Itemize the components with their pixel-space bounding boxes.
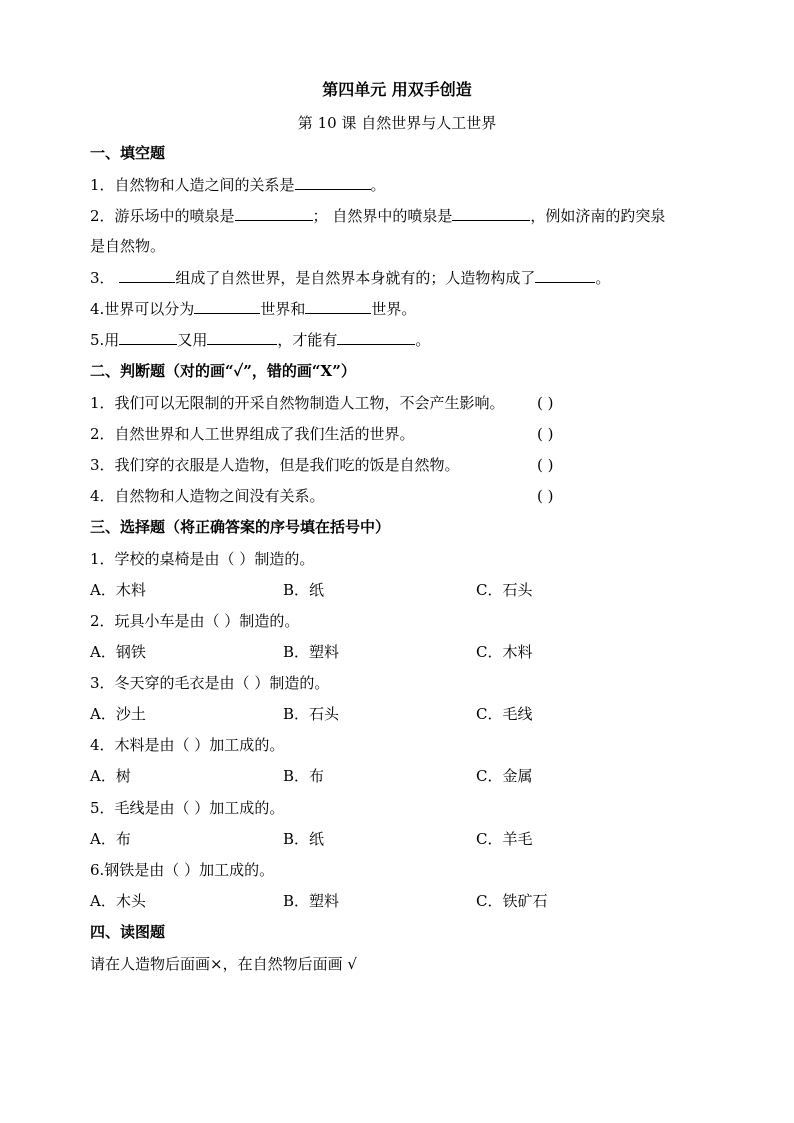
tf-question-2: 2．自然世界和人工世界组成了我们生活的世界。 (90, 425, 415, 443)
picture-instruction: 请在人造物后面画×，在自然物后面画 √ (90, 955, 357, 973)
question-text: ； 自然界中的喷泉是 (312, 207, 453, 225)
mc-question-3: 3．冬天穿的毛衣是由（ ）制造的。 (90, 674, 330, 692)
section-heading-true-false: 二、判断题（对的画“✓”，错的画“X”） (90, 362, 356, 380)
option-b[interactable]: B．石头 (283, 705, 340, 723)
section-heading-multiple-choice: 三、选择题（将正确答案的序号填在括号中） (90, 518, 391, 536)
question-2-continued: 是自然物。 (90, 237, 166, 255)
answer-blank[interactable] (305, 299, 371, 314)
option-b[interactable]: B．布 (283, 767, 325, 785)
question-text: 世界。 (371, 300, 417, 318)
question-text: 。 (370, 176, 386, 194)
question-1 (90, 175, 386, 195)
tf-answer-paren[interactable]: ( ) (537, 456, 554, 474)
option-b[interactable]: B．纸 (283, 830, 325, 848)
answer-blank[interactable] (207, 330, 277, 345)
question-4 (90, 299, 416, 319)
option-b[interactable]: B．纸 (283, 581, 325, 599)
tf-question-1: 1．我们可以无限制的开采自然物制造人工物，不会产生影响。 (90, 394, 505, 412)
option-a[interactable]: A．木头 (90, 892, 146, 910)
question-text: 5.用 (90, 331, 120, 349)
question-text: 组成了自然世界，是自然界本身就有的；人造物构成了 (175, 269, 536, 287)
mc-question-4: 4．木料是由（ ）加工成的。 (90, 736, 285, 754)
option-c[interactable]: C．羊毛 (476, 830, 533, 848)
tf-answer-paren[interactable]: ( ) (537, 394, 554, 412)
mc-question-5: 5．毛线是由（ ）加工成的。 (90, 799, 285, 817)
question-text: 。 (415, 331, 431, 349)
section-heading-fill-in: 一、填空题 (90, 144, 166, 162)
option-c[interactable]: C．木料 (476, 643, 533, 661)
answer-blank[interactable] (337, 330, 415, 345)
answer-blank[interactable] (452, 206, 530, 221)
question-text: ，才能有 (277, 331, 338, 349)
question-text: 2．游乐场中的喷泉是 (90, 207, 235, 225)
answer-blank[interactable] (119, 268, 175, 283)
answer-blank[interactable] (119, 330, 177, 345)
option-a[interactable]: A．树 (90, 767, 131, 785)
mc-question-1: 1．学校的桌椅是由（ ）制造的。 (90, 550, 315, 568)
answer-blank[interactable] (235, 206, 313, 221)
section-heading-picture-reading: 四、读图题 (90, 923, 166, 941)
question-5 (90, 330, 430, 350)
option-c[interactable]: C．金属 (476, 767, 533, 785)
option-a[interactable]: A．木料 (90, 581, 146, 599)
question-text: 。 (595, 269, 611, 287)
question-text: 世界和 (260, 300, 306, 318)
tf-question-3: 3．我们穿的衣服是人造物，但是我们吃的饭是自然物。 (90, 456, 460, 474)
question-3 (90, 268, 610, 288)
option-c[interactable]: C．毛线 (476, 705, 533, 723)
question-text: ，例如济南的趵突泉 (530, 207, 666, 225)
mc-question-2: 2．玩具小车是由（ ）制造的。 (90, 612, 300, 630)
option-c[interactable]: C．铁矿石 (476, 892, 548, 910)
question-2 (90, 206, 665, 226)
lesson-subtitle: 第 10 课 自然世界与人工世界 (297, 114, 497, 132)
tf-question-4: 4．自然物和人造物之间没有关系。 (90, 487, 325, 505)
option-b[interactable]: B．塑料 (283, 892, 340, 910)
answer-blank[interactable] (535, 268, 595, 283)
question-text: 1．自然物和人造之间的关系是 (90, 176, 295, 194)
option-b[interactable]: B．塑料 (283, 643, 340, 661)
page-title: 第四单元 用双手创造 (322, 80, 472, 99)
option-a[interactable]: A．布 (90, 830, 131, 848)
question-text: 4.世界可以分为 (90, 300, 195, 318)
option-c[interactable]: C．石头 (476, 581, 533, 599)
tf-answer-paren[interactable]: ( ) (537, 425, 554, 443)
option-a[interactable]: A．钢铁 (90, 643, 146, 661)
mc-question-6: 6.钢铁是由（ ）加工成的。 (90, 861, 275, 879)
question-text: 3． (90, 269, 120, 287)
tf-answer-paren[interactable]: ( ) (537, 487, 554, 505)
question-text: 又用 (177, 331, 208, 349)
option-a[interactable]: A．沙土 (90, 705, 146, 723)
answer-blank[interactable] (295, 175, 371, 190)
answer-blank[interactable] (194, 299, 260, 314)
